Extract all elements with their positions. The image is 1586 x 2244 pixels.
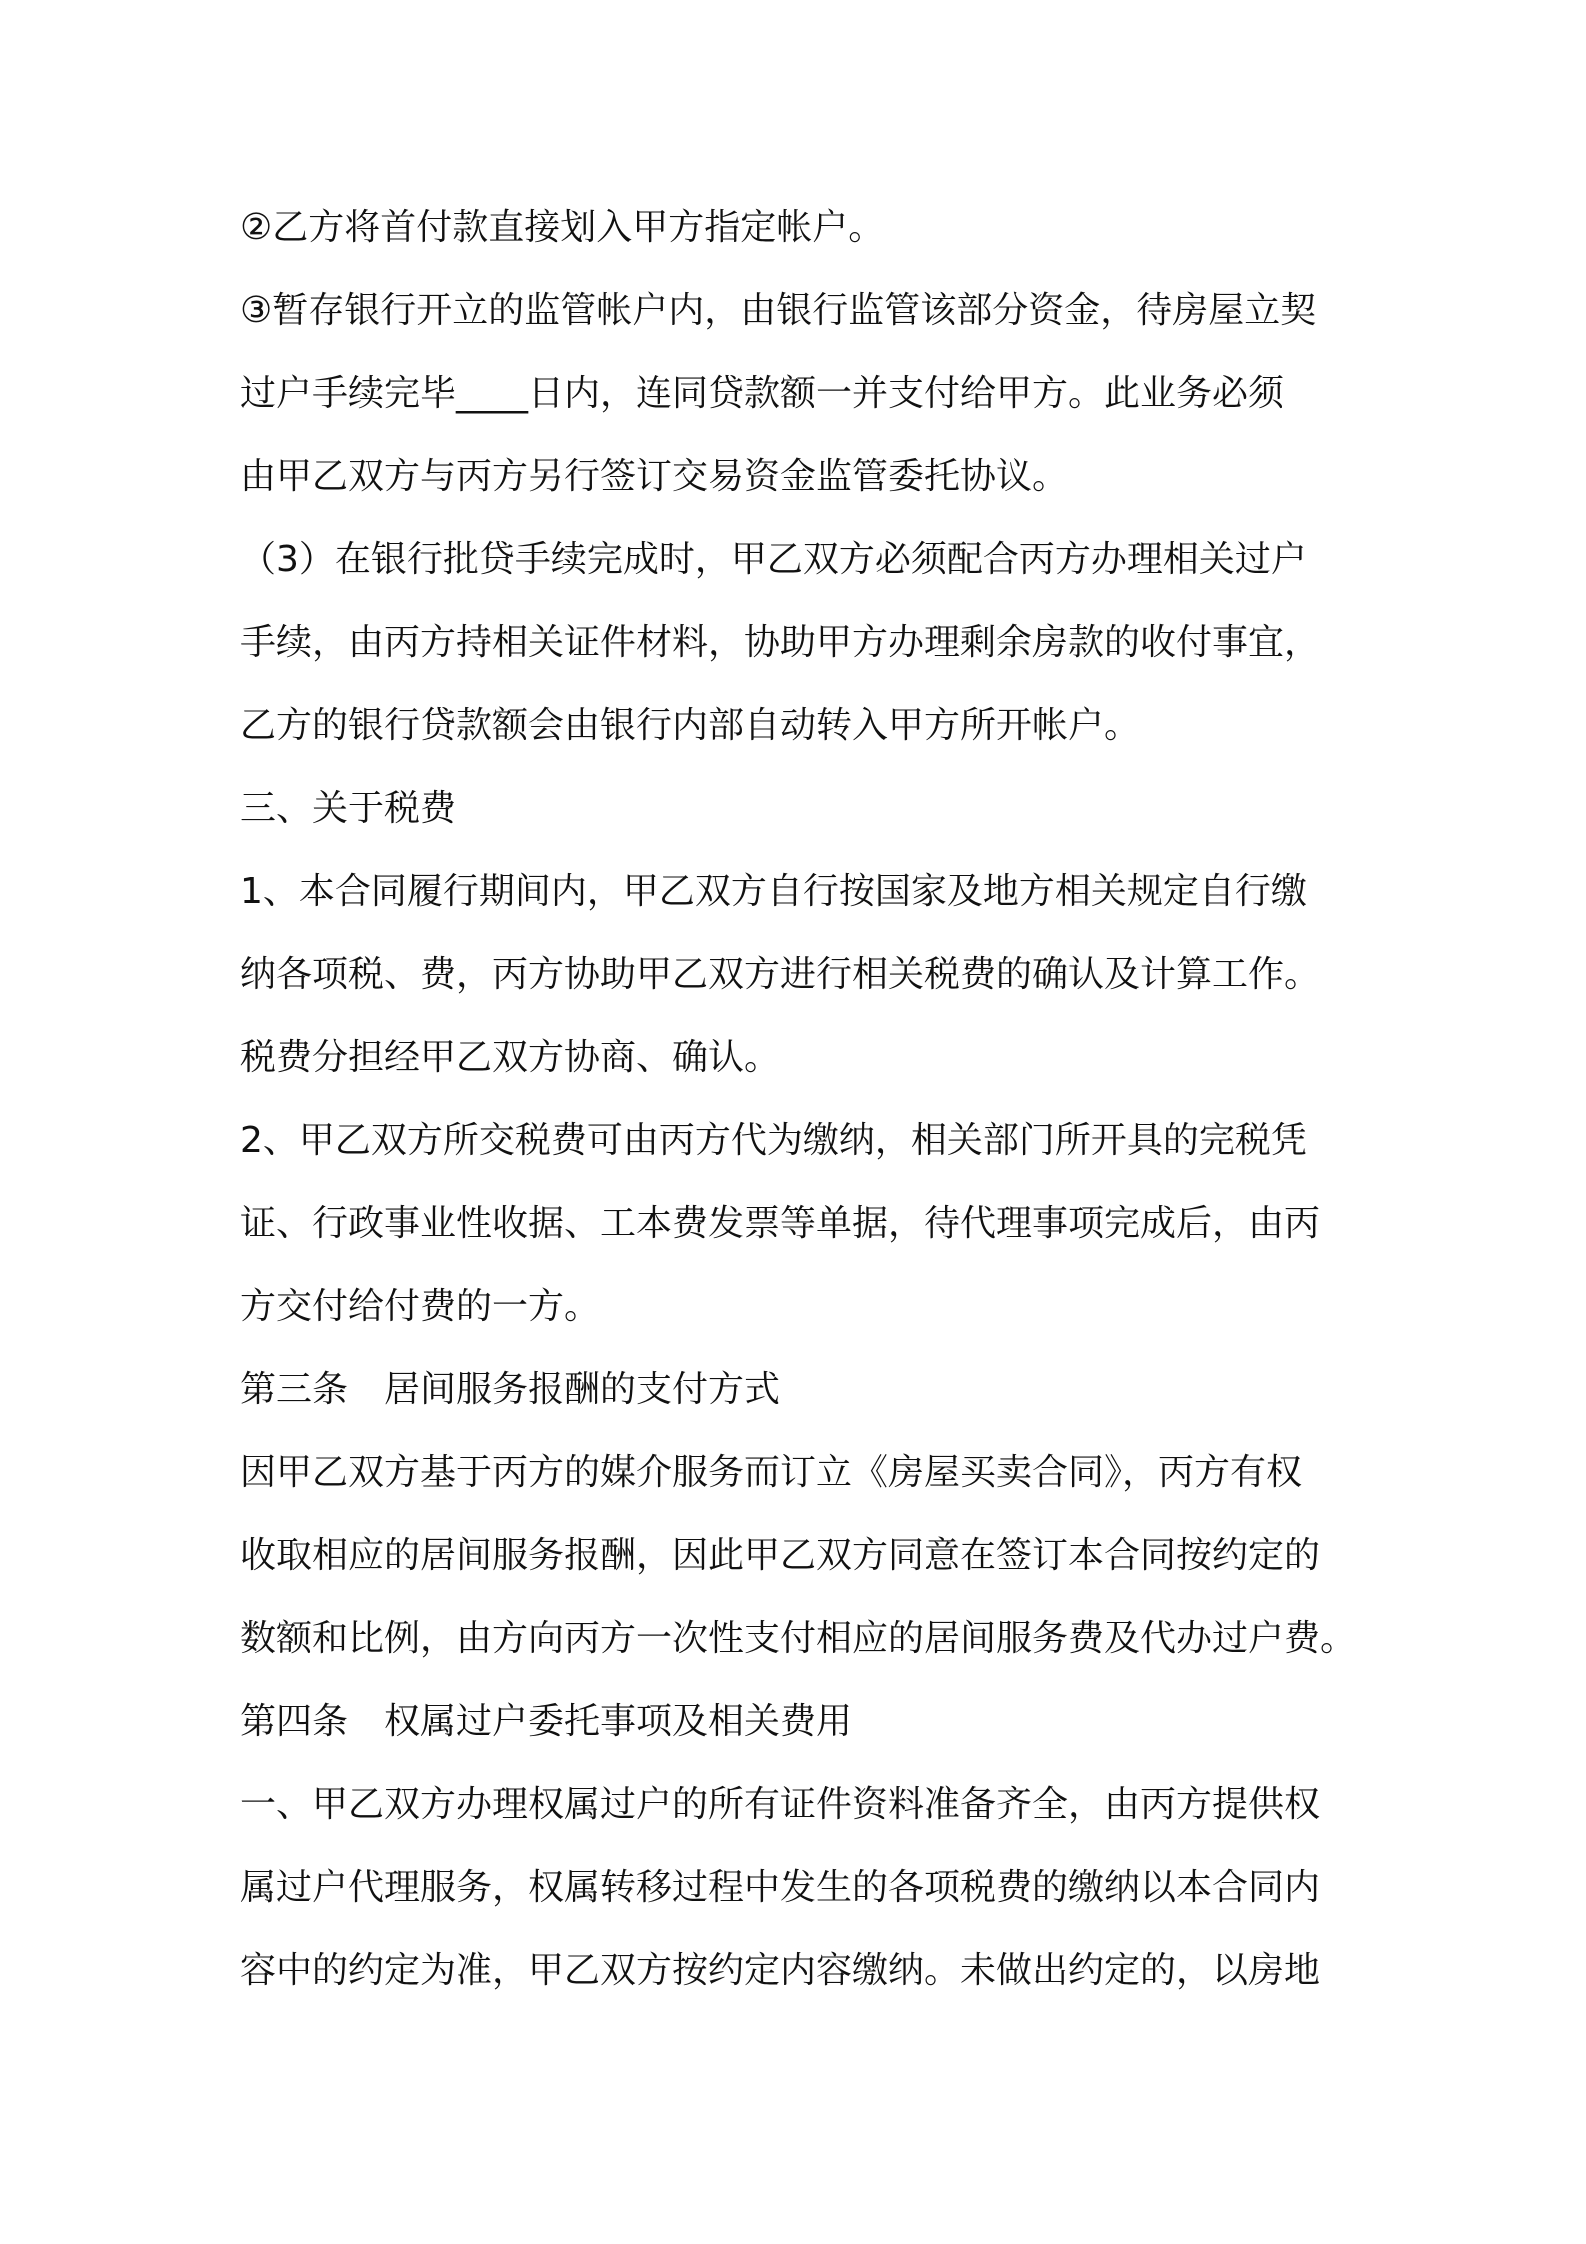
text-line: 乙方的银行贷款额会由银行内部自动转入甲方所开帐户。: [240, 705, 1141, 746]
text-line: ③暂存银行开立的监管帐户内，由银行监管该部分资金，待房屋立契: [240, 290, 1317, 331]
text-line: 由甲乙双方与丙方另行签订交易资金监管委托协议。: [240, 456, 1069, 497]
text-line: 一、甲乙双方办理权属过户的所有证件资料准备齐全，由丙方提供权: [240, 1784, 1321, 1825]
article-heading: 第三条 居间服务报酬的支付方式: [240, 1369, 781, 1410]
section-heading: 三、关于税费: [240, 788, 457, 829]
text-line: ②乙方将首付款直接划入甲方指定帐户。: [240, 207, 885, 248]
text-line: 数额和比例，由方向丙方一次性支付相应的居间服务费及代办过户费。: [240, 1618, 1357, 1659]
text-line: 方交付给付费的一方。: [240, 1286, 601, 1327]
article-heading: 第四条 权属过户委托事项及相关费用: [240, 1701, 853, 1742]
text-line: 因甲乙双方基于丙方的媒介服务而订立《房屋买卖合同》，丙方有权: [240, 1452, 1303, 1493]
text-line: 纳各项税、费，丙方协助甲乙双方进行相关税费的确认及计算工作。: [240, 954, 1321, 995]
text-line: （3）在银行批贷手续完成时，甲乙双方必须配合丙方办理相关过户: [240, 539, 1307, 580]
text-line: 手续，由丙方持相关证件材料，协助甲方办理剩余房款的收付事宜，: [240, 622, 1321, 663]
text-line: 属过户代理服务，权属转移过程中发生的各项税费的缴纳以本合同内: [240, 1867, 1321, 1908]
text-line: 2、甲乙双方所交税费可由丙方代为缴纳，相关部门所开具的完税凭: [240, 1120, 1307, 1161]
text-line: 收取相应的居间服务报酬，因此甲乙双方同意在签订本合同按约定的: [240, 1535, 1321, 1576]
text-line: 税费分担经甲乙双方协商、确认。: [240, 1037, 781, 1078]
text-line: 容中的约定为准，甲乙双方按约定内容缴纳。未做出约定的，以房地: [240, 1950, 1321, 1991]
text-line: 过户手续完毕____日内，连同贷款额一并支付给甲方。此业务必须: [240, 373, 1285, 414]
text-line: 证、行政事业性收据、工本费发票等单据，待代理事项完成后，由丙: [240, 1203, 1321, 1244]
text-line: 1、本合同履行期间内，甲乙双方自行按国家及地方相关规定自行缴: [240, 871, 1307, 912]
